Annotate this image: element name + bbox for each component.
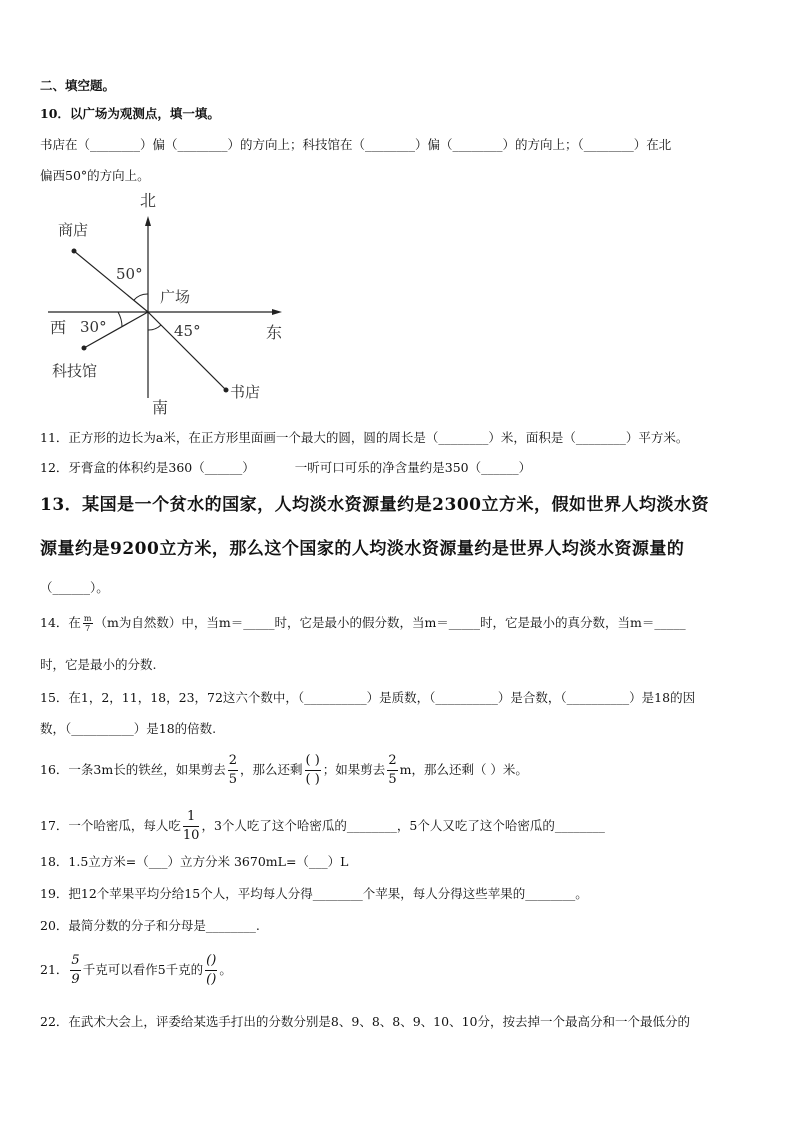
q15-line2: 数，（__________）是18的倍数. bbox=[40, 721, 217, 736]
q22: 22．在武术大会上，评委给某选手打出的分数分别是8、9、8、8、9、10、10分，按去掉一个最高分和一个最低分的 bbox=[40, 1014, 690, 1029]
bookstore-point bbox=[224, 388, 229, 393]
q14-frac-den: 7 bbox=[85, 624, 91, 633]
q14-frac-num: m bbox=[83, 614, 92, 623]
label-angle-45: 45° bbox=[174, 322, 201, 340]
arc-30 bbox=[118, 312, 122, 327]
east-arrow-icon bbox=[272, 309, 282, 315]
q13-line3: （______）。 bbox=[40, 580, 109, 595]
q13-line2: 源量约是9200立方米，那么这个国家的人均淡水资源量约是世界人均淡水资源量的 bbox=[40, 539, 685, 559]
q14-prefix: 14．在 bbox=[40, 615, 81, 630]
q12-a: 12．牙膏盒的体积约是360（______） bbox=[40, 460, 255, 475]
label-angle-50: 50° bbox=[116, 265, 143, 283]
label-bookstore: 书店 bbox=[230, 383, 261, 401]
label-south: 南 bbox=[152, 398, 169, 417]
q13-line1: 13．某国是一个贫水的国家，人均淡水资源量约是2300立方米，假如世界人均淡水资 bbox=[40, 495, 709, 515]
q17 bbox=[40, 808, 605, 845]
q21-b: 。 bbox=[219, 962, 232, 977]
q16-d: m，那么还剩（ ）米。 bbox=[399, 762, 528, 777]
q16-blank-fraction: $\frac{( )}{( )}$ bbox=[305, 753, 320, 787]
direction-diagram bbox=[40, 188, 300, 418]
q16-fraction-2: $\frac{2}{5}$ bbox=[388, 753, 397, 787]
q14-rest: （m为自然数）中，当m＝_____时，它是最小的假分数，当m＝_____时，它是最小的真分数，当m＝_____ bbox=[94, 615, 686, 630]
q10-stem: 10．以广场为观测点，填一填。 bbox=[40, 106, 220, 121]
q19: 19．把12个苹果平均分给15个人，平均每人分得________个苹果，每人分得这些苹果的________。 bbox=[40, 886, 588, 901]
q21-a: 千克可以看作5千克的 bbox=[82, 962, 204, 977]
q18: 18．1.5立方米=（___）立方分米 3670mL=（___）L bbox=[40, 854, 349, 869]
north-arrow-icon bbox=[145, 216, 151, 226]
q17-fraction: $\frac{1}{10}$ bbox=[182, 809, 200, 843]
label-east: 东 bbox=[266, 323, 283, 342]
q21-fraction-1: $\frac{5}{9}$ bbox=[71, 953, 80, 987]
tech-point bbox=[82, 346, 87, 351]
section-title: 二、填空题。 bbox=[40, 78, 116, 93]
label-angle-30: 30° bbox=[80, 318, 107, 336]
q16-c: ；如果剪去 bbox=[322, 762, 386, 777]
q17-a: 17．一个哈密瓜，每人吃 bbox=[40, 818, 181, 833]
label-tech: 科技馆 bbox=[52, 362, 98, 380]
q16-b: ，那么还剩 bbox=[240, 762, 303, 777]
q12 bbox=[40, 458, 531, 476]
q21-fraction-2: $\frac{()}{()}$ bbox=[206, 953, 217, 987]
q14-fraction bbox=[83, 614, 93, 633]
q15-line1: 15．在1，2，11，18，23，72这六个数中，（__________）是质数，（__________）是合数，（__________）是18的因 bbox=[40, 690, 696, 705]
q10-line1: 书店在（________）偏（________）的方向上；科技馆在（________）偏（________）的方向上；（________）在北 bbox=[40, 137, 672, 152]
shop-point bbox=[72, 249, 77, 254]
q11: 11．正方形的边长为a米，在正方形里面画一个最大的圆，圆的周长是（________）米，面积是（________）平方米。 bbox=[40, 430, 689, 445]
q17-b: ，3个人吃了这个哈密瓜的________，5个人又吃了这个哈密瓜的________ bbox=[201, 818, 605, 833]
q10-line2: 偏西50°的方向上。 bbox=[40, 168, 150, 183]
q21 bbox=[40, 952, 232, 989]
q16-fraction-1: $\frac{2}{5}$ bbox=[228, 753, 237, 787]
label-shop: 商店 bbox=[58, 221, 89, 239]
q20: 20．最简分数的分子和分母是________. bbox=[40, 918, 260, 933]
label-square: 广场 bbox=[160, 288, 191, 306]
label-west: 西 bbox=[50, 318, 67, 337]
q12-b: 一听可口可乐的净含量约是350（______） bbox=[294, 460, 532, 475]
label-north: 北 bbox=[140, 191, 157, 210]
arc-50 bbox=[134, 294, 148, 300]
q14-line1 bbox=[40, 613, 686, 633]
q21-prefix: 21． bbox=[40, 962, 69, 977]
q16-a: 16．一条3m长的铁丝，如果剪去 bbox=[40, 762, 226, 777]
q16 bbox=[40, 752, 528, 789]
arc-45 bbox=[148, 325, 161, 330]
q14-line2: 时，它是最小的分数. bbox=[40, 657, 157, 672]
